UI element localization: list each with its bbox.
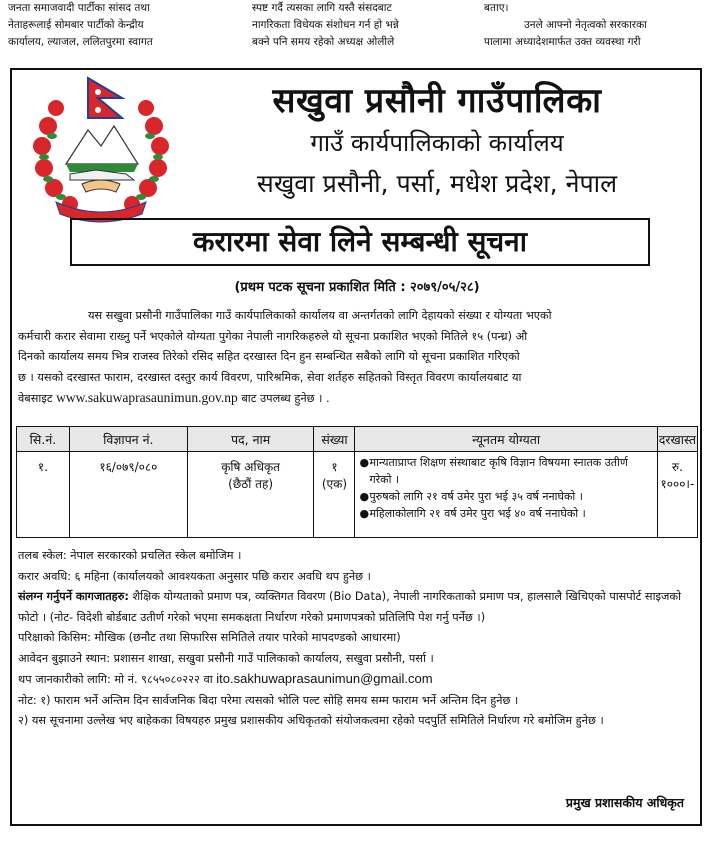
news-line: जनता समाजवादी पार्टीका सांसद तथा bbox=[8, 2, 150, 14]
qualification-item: महिलाकोलागि २१ वर्ष उमेर पुरा भई ४० वर्ष ननाघेको । bbox=[369, 507, 586, 520]
intro-text: बाट उपलब्ध हुनेछ । . bbox=[237, 392, 330, 405]
vacancy-table bbox=[16, 426, 698, 538]
bullet-icon: ● bbox=[359, 507, 370, 520]
exam-type: परिक्षाको किसिम: मौखिक (छनौट तथा सिफारिस समितिले तयार पारेको मापदण्डको आधारमा) bbox=[18, 631, 401, 644]
qualification-item: मान्यताप्राप्त शिक्षण संस्थाबाट कृषि विज्ञान विषयमा स्नातक उतीर्ण गरेको । bbox=[369, 456, 628, 486]
cell-qualification bbox=[355, 452, 657, 538]
notice-box bbox=[10, 68, 702, 826]
col-header-fee: दरखास्त bbox=[657, 427, 697, 452]
publication-date: (प्रथम पटक सूचना प्रकाशित मिति : २०७९/०५/२८) bbox=[234, 280, 480, 295]
cell-count bbox=[314, 452, 355, 538]
bullet-icon: ● bbox=[359, 490, 370, 503]
news-line: नेताहरूलाई सोमबार पार्टीको केन्द्रीय bbox=[8, 19, 144, 31]
salary-scale: तलब स्केल: नेपाल सरकारको प्रचलित स्केल बमोजिम । bbox=[18, 549, 242, 562]
documents-label: संलग्न गर्नुपर्ने कागजातहरु: bbox=[18, 590, 129, 603]
documents-text: शैक्षिक योग्यताको प्रमाण पत्र, व्यक्तिगत विवरण (Bio Data), नेपाली नागरिकताको प्रमाण पत्र, हालसालै खिचिएको पासपोर्ट साइजको फोटो । (नोट- विदेशी बोर्डबाट उतीर्ण गरेको भएमा समकक्षता निर्धारण गरेको प्रमाणपत्रको प्रतिलिपि पेश गर्नु पर्नेछ ।) bbox=[18, 590, 682, 624]
address-title: सखुवा प्रसौनी, पर्सा, मधेश प्रदेश, नेपाल bbox=[256, 169, 618, 198]
post-name: कृषि अधिकृत bbox=[221, 460, 281, 474]
nepal-emblem-icon bbox=[26, 76, 176, 224]
qualification-item: पुरुषको लागि २१ वर्ष उमेर पुरा भई ३५ वर्ष ननाघेको । bbox=[369, 490, 583, 503]
col-header-ad-no: विज्ञापन नं. bbox=[69, 427, 187, 452]
post-level: (छैठौं तह) bbox=[228, 477, 274, 491]
bullet-icon: ● bbox=[359, 456, 370, 469]
municipality-title: सखुवा प्रसौनी गाउँपालिका bbox=[272, 81, 602, 121]
col-header-qualification: न्यूनतम योग्यता bbox=[355, 427, 657, 452]
note-2: २) यस सूचनामा उल्लेख भए बाहेकका विषयहरु प्रमुख प्रशासकीय अधिकृतको संयोजकत्वमा रहेको पदपुर्ति समितिले निर्धारण गरे बमोजिम हुनेछ । bbox=[18, 714, 604, 727]
contract-period: करार अवधि: ६ महिना (कार्यालयको आवश्यकता अनुसार पछि करार अवधि थप हुनेछ । bbox=[18, 569, 371, 583]
email-link[interactable]: ito.sakhuwaprasaunimun@gmail.com bbox=[216, 671, 433, 686]
col-header-count: संख्या bbox=[314, 427, 355, 452]
cell-sn: १. bbox=[17, 452, 70, 538]
intro-line: यस सखुवा प्रसौनी गाउँपालिका गाउँ कार्यपालिकाको कार्यालय वा अन्तर्गतको लागि देहायको संख्या र योग्यता भएको bbox=[88, 309, 552, 322]
signature-title: प्रमुख प्रशासकीय अधिकृत bbox=[565, 795, 684, 810]
count-words: (एक) bbox=[321, 477, 348, 491]
notice-heading: करारमा सेवा लिने सम्बन्धी सूचना bbox=[70, 218, 650, 266]
news-line: पालामा अध्यादेशमार्फत उक्त व्यवस्था गरी bbox=[484, 36, 641, 48]
col-header-sn: सि.नं. bbox=[17, 427, 70, 452]
table-row bbox=[17, 452, 698, 538]
intro-line: छ । यसको दरखास्त फाराम, दरखास्त दस्तुर कार्य विवरण, पारिश्रमिक, सेवा शर्तहरु सहितको विस्तृत विवरण कार्यालयबाट या bbox=[18, 370, 522, 384]
website-link[interactable]: www.sakuwaprasaunimun.gov.np bbox=[56, 390, 238, 405]
terms-section bbox=[18, 546, 696, 732]
intro-line: कर्मचारी करार सेवामा राख्नु पर्ने भएकोले योग्यता पुगेका नेपाली नागरिकहरुले यो सूचना प्रकाशित भएको मितिले १५ (पन्ध्र) औ bbox=[18, 329, 528, 343]
cell-ad-no: १६/०७९/०८० bbox=[69, 452, 187, 538]
note-1: नोट: १) फाराम भर्ने अन्तिम दिन सार्वजनिक बिदा परेमा त्यसको भोलि पल्ट सोहि समय सम्म फाराम भर्ने अन्तिम दिन हुनेछ । bbox=[18, 693, 519, 707]
contact-info bbox=[18, 669, 696, 691]
news-line: स्पष्ट गर्दै त्यसका लागि यस्तै संसदबाट bbox=[252, 2, 392, 14]
cell-fee bbox=[657, 452, 697, 538]
fee-amount: १०००।- bbox=[660, 477, 695, 491]
cell-post bbox=[187, 452, 314, 538]
intro-text: वेबसाइट bbox=[18, 392, 57, 405]
col-header-post: पद, नाम bbox=[187, 427, 314, 452]
count-number: १ bbox=[331, 460, 338, 474]
office-title: गाउँ कार्यपालिकाको कार्यालय bbox=[310, 129, 564, 157]
required-documents bbox=[18, 587, 696, 628]
news-line: बताए। bbox=[484, 2, 509, 14]
submission-place: आवेदन बुझाउने स्थान: प्रशासन शाखा, सखुवा प्रसौनी गाउँ पालिकाको कार्यालय, सखुवा प्रसौनी, पर्सा । bbox=[18, 651, 434, 665]
newspaper-top-strip bbox=[0, 0, 716, 66]
intro-line bbox=[18, 388, 696, 410]
news-line: नागरिकता विधेयक संशोधन गर्न हो भन्ने bbox=[252, 19, 399, 31]
fee-prefix: रु. bbox=[671, 460, 683, 474]
contact-text: थप जानकारीको लागि: मो नं. ९८५५०८०२२२ वा bbox=[18, 673, 217, 686]
table-header-row bbox=[17, 427, 698, 452]
news-line: कार्यालय, ल्याजल, ललितपुरमा स्वागत bbox=[8, 36, 153, 48]
intro-paragraph bbox=[18, 306, 696, 410]
news-line: उनले आफ्नो नेतृत्वको सरकारका bbox=[524, 19, 647, 31]
intro-line: दिनको कार्यालय समय भित्र राजस्व तिरेको रसिद सहित दरखास्त दिन हुन सम्बन्धित सबैको लागि यो सूचना प्रकाशित गरिएको bbox=[18, 350, 520, 363]
news-line: बक्ने पनि समय रहेको अध्यक्ष ओलीले bbox=[252, 36, 395, 48]
